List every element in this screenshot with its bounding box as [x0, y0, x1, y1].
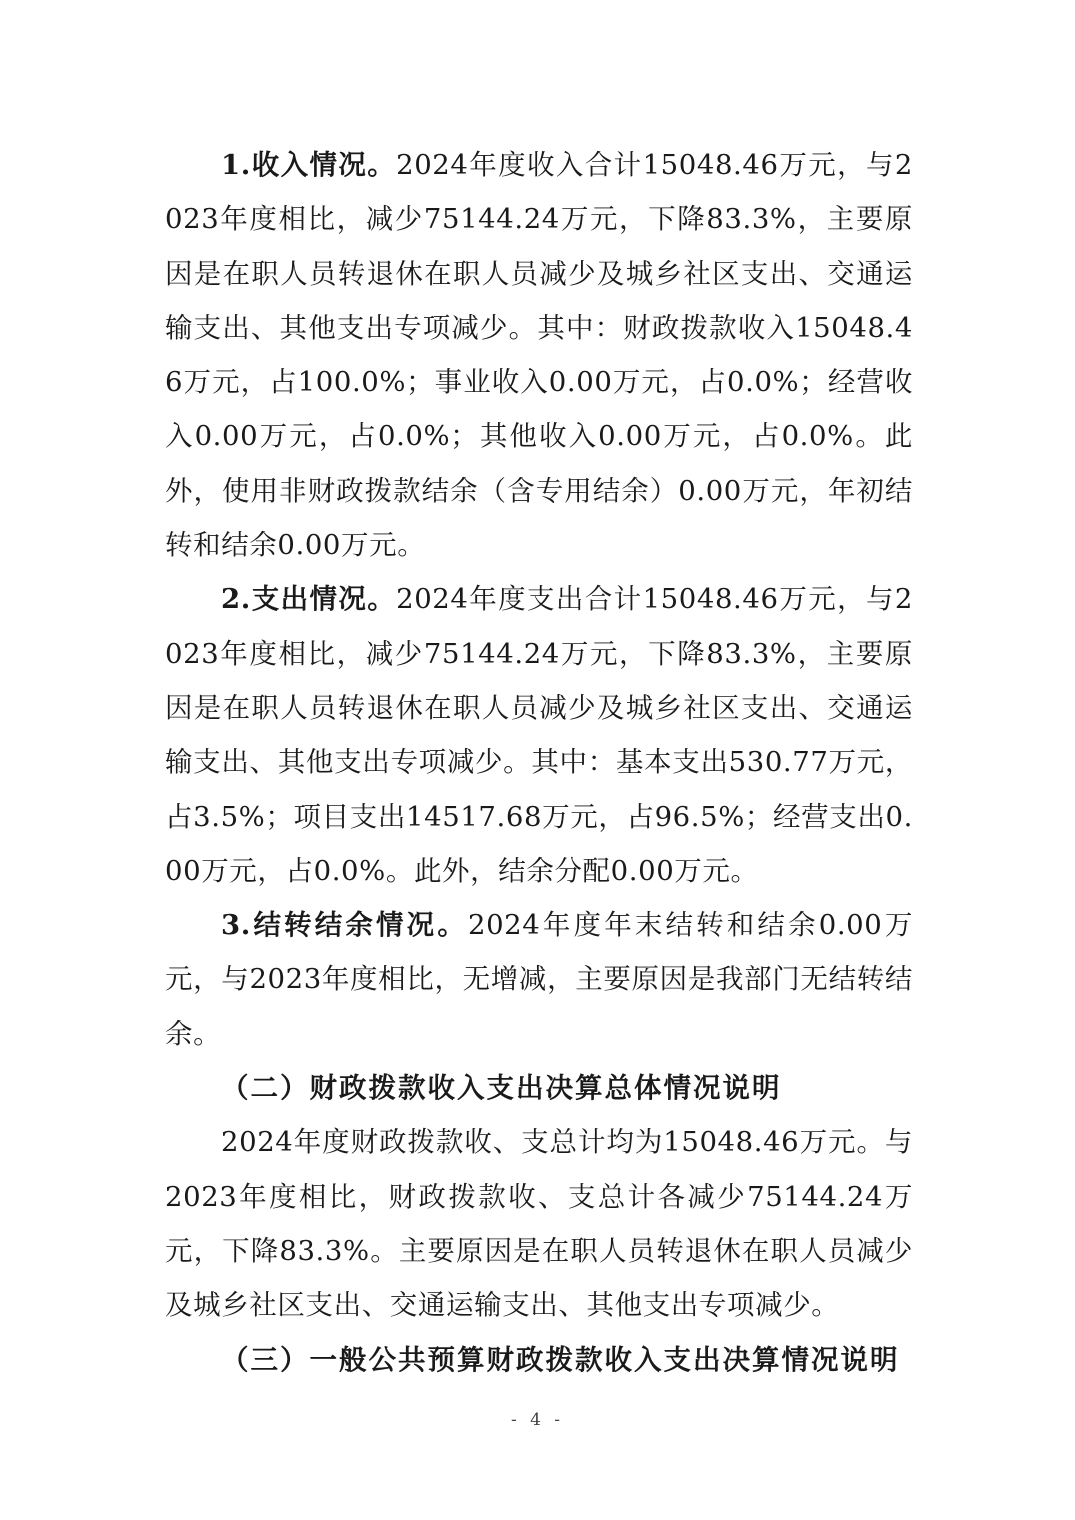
document-body	[165, 138, 913, 1387]
carryover-lead: 3.结转结余情况。	[221, 909, 468, 942]
carryover-text: 2024年度年末结转和结余0.00万元，与2023年度相比，无增减，主要原因是我部门无结转结余。	[165, 909, 914, 1050]
section-heading-2: （二）财政拨款收入支出决算总体情况说明	[221, 1072, 782, 1105]
income-lead: 1.收入情况。	[221, 149, 397, 181]
fiscal-total-paragraph	[165, 1115, 913, 1332]
section-heading-3: （三）一般公共预算财政拨款收入支出决算情况说明	[221, 1343, 900, 1376]
income-paragraph	[165, 138, 913, 572]
expenditure-lead: 2.支出情况。	[221, 583, 397, 616]
income-text: 2024年度收入合计15048.46万元，与2023年度相比，减少75144.24万元，下降83.3%，主要原因是在职人员转退休在职人员减少及城乡社区支出、交通运输支出、其他支出专项减少。其中：财政拨款收入15048.46万元，占100.0%；事业收入0.00万元，占0.0%；经营收入0.00万元，占0.0%；其他收入0.00万元，占0.0%。此外，使用非财政拨款结余（含专用结余）0.00万元，年初结转和结余0.00万元。	[165, 149, 913, 562]
expenditure-paragraph	[165, 572, 913, 898]
expenditure-text: 2024年度支出合计15048.46万元，与2023年度相比，减少75144.24万元，下降83.3%，主要原因是在职人员转退休在职人员减少及城乡社区支出、交通运输支出、其他支出专项减少。其中：基本支出530.77万元，占3.5%；项目支出14517.68万元，占96.5%；经营支出0.00万元，占0.0%。此外，结余分配0.00万元。	[165, 583, 913, 887]
page-number: - 4 -	[510, 1410, 565, 1430]
fiscal-total-text: 2024年度财政拨款收、支总计均为15048.46万元。与2023年度相比，财政拨款收、支总计各减少75144.24万元，下降83.3%。主要原因是在职人员转退休在职人员减少及城乡社区支出、交通运输支出、其他支出专项减少。	[165, 1126, 913, 1322]
carryover-paragraph	[165, 898, 913, 1061]
